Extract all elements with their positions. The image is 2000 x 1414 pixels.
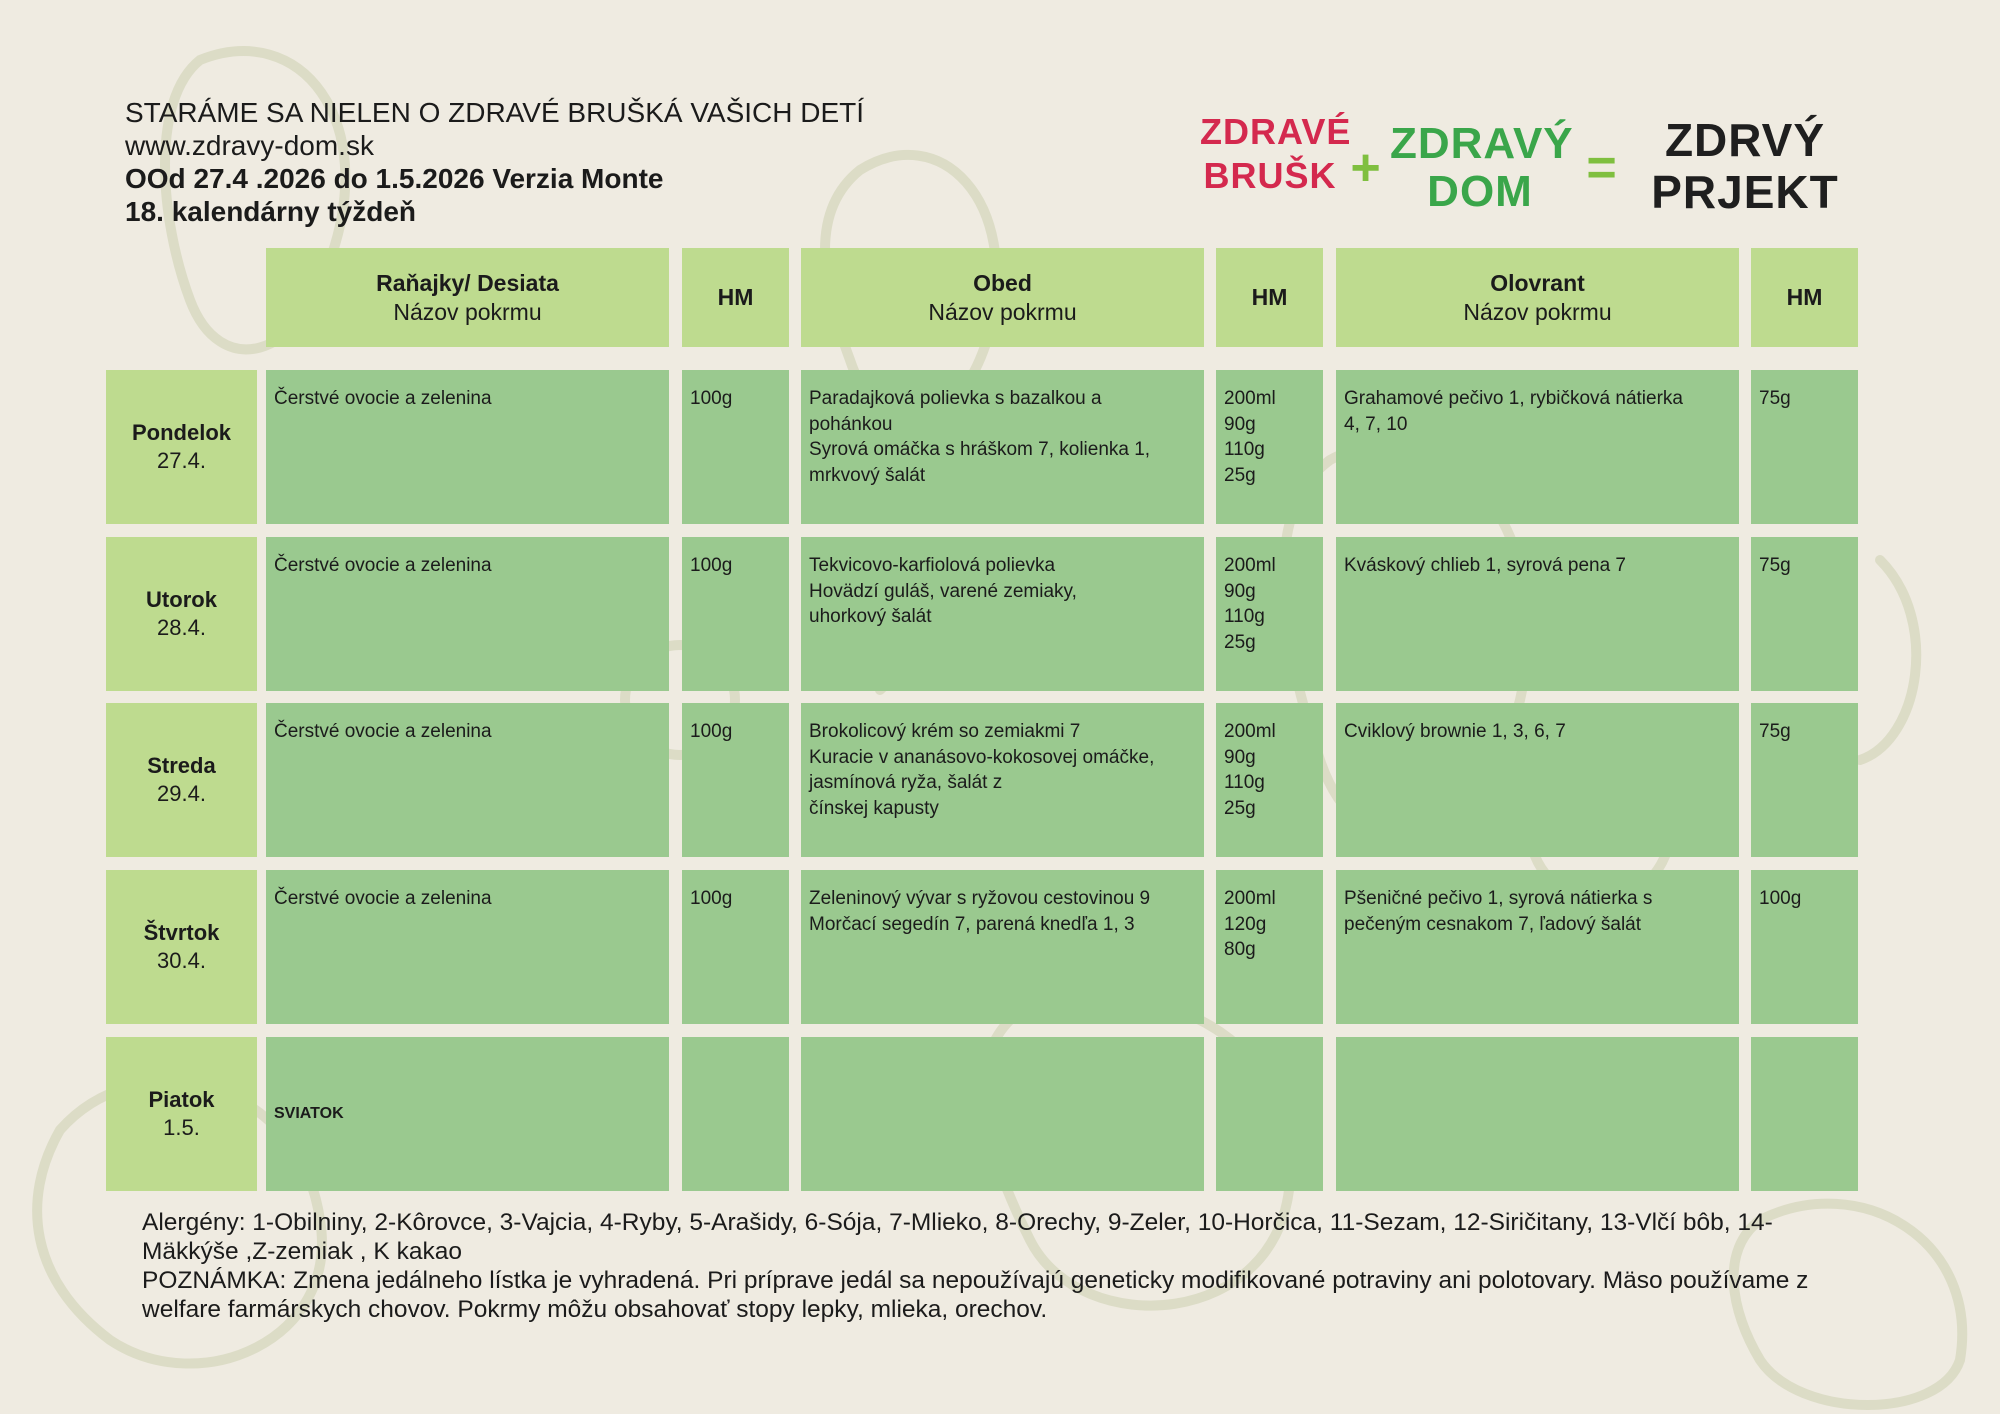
menu-cell-lunch: Zeleninový vývar s ryžovou cestovinou 9 Morčací segedín 7, parená knedľa 1, 3 [801, 870, 1204, 1024]
column-header-title: HM [1786, 284, 1823, 310]
column-header-snack [1336, 248, 1739, 347]
menu-cell-snack: Grahamové pečivo 1, rybičková nátierka 4, 7, 10 [1336, 370, 1739, 524]
brand-logos [1200, 92, 1860, 242]
zdravy-projekt-logo-line1: ZDRVÝ [1664, 114, 1826, 166]
day-date: 28.4. [157, 615, 206, 640]
menu-cell-snack: Kváskový chlieb 1, syrová pena 7 [1336, 537, 1739, 691]
column-header-subtitle: Názov pokrmu [393, 298, 542, 325]
day-label [106, 370, 257, 524]
day-date: 27.4. [157, 448, 206, 473]
column-header-title: Olovrant [1490, 269, 1585, 296]
menu-cell-breakfast: SVIATOK [266, 1037, 669, 1191]
menu-cell-breakfast-hm: 100g [682, 703, 789, 857]
day-name: Piatok [148, 1087, 215, 1112]
menu-cell-snack-hm [1751, 1037, 1858, 1191]
menu-cell-snack-hm: 100g [1751, 870, 1858, 1024]
menu-cell-breakfast-hm: 100g [682, 537, 789, 691]
menu-cell-lunch [801, 1037, 1204, 1191]
zdrave-brusko-logo-line2: BRUŠK [1203, 155, 1337, 196]
menu-cell-breakfast-hm: 100g [682, 870, 789, 1024]
menu-cell-snack [1336, 1037, 1739, 1191]
column-header-subtitle: Názov pokrmu [1463, 298, 1612, 325]
menu-cell-lunch: Tekvicovo-karfiolová polievka Hovädzí guláš, varené zemiaky, uhorkový šalát [801, 537, 1204, 691]
menu-cell-breakfast: Čerstvé ovocie a zelenina [266, 537, 669, 691]
day-name: Pondelok [131, 420, 231, 445]
header-website[interactable]: www.zdravy-dom.sk [125, 130, 374, 161]
menu-cell-breakfast: Čerstvé ovocie a zelenina [266, 370, 669, 524]
menu-cell-lunch: Brokolicový krém so zemiakmi 7 Kuracie v ananásovo-kokosovej omáčke, jasmínová ryža, šalát z čínskej kapusty [801, 703, 1204, 857]
column-header-snack-hm [1751, 248, 1858, 347]
menu-cell-lunch-hm [1216, 1037, 1323, 1191]
equals-sign: = [1586, 139, 1618, 197]
column-header-lunch [801, 248, 1204, 347]
menu-cell-lunch-hm: 200ml 120g 80g [1216, 870, 1323, 1024]
day-label [106, 870, 257, 1024]
day-name: Utorok [146, 587, 217, 612]
plus-sign: + [1350, 139, 1382, 197]
column-header-title: Raňajky/ Desiata [376, 269, 559, 296]
day-label [106, 1037, 257, 1191]
day-date: 30.4. [157, 948, 206, 973]
menu-cell-lunch-hm: 200ml 90g 110g 25g [1216, 537, 1323, 691]
zdravy-dom-logo-line2: DOM [1427, 167, 1533, 216]
header-tagline: STARÁME SA NIELEN O ZDRAVÉ BRUŠKÁ VAŠICH DETÍ [125, 97, 865, 128]
menu-cell-snack: Cviklový brownie 1, 3, 6, 7 [1336, 703, 1739, 857]
footer [142, 1208, 1862, 1324]
menu-cell-snack-hm: 75g [1751, 370, 1858, 524]
zdravy-projekt-logo-line2: PRJEKT [1651, 166, 1839, 218]
day-date: 1.5. [163, 1115, 200, 1140]
day-label [106, 703, 257, 857]
column-header-lunch-hm [1216, 248, 1323, 347]
menu-cell-snack-hm: 75g [1751, 537, 1858, 691]
menu-cell-breakfast: Čerstvé ovocie a zelenina [266, 870, 669, 1024]
day-name: Štvrtok [143, 920, 220, 945]
menu-cell-breakfast-hm: 100g [682, 370, 789, 524]
menu-cell-breakfast: Čerstvé ovocie a zelenina [266, 703, 669, 857]
column-header-title: HM [1251, 284, 1288, 310]
day-date: 29.4. [157, 781, 206, 806]
header-date-range: OOd 27.4 .2026 do 1.5.2026 Verzia Monte [125, 163, 664, 194]
column-header-breakfast-hm [682, 248, 789, 347]
column-header-subtitle: Názov pokrmu [928, 298, 1077, 325]
column-header-title: HM [717, 284, 754, 310]
day-name: Streda [147, 753, 216, 778]
page-header [125, 96, 864, 228]
menu-cell-lunch-hm: 200ml 90g 110g 25g [1216, 703, 1323, 857]
menu-cell-breakfast-hm [682, 1037, 789, 1191]
zdravy-dom-logo [1390, 119, 1574, 216]
menu-cell-snack-hm: 75g [1751, 703, 1858, 857]
day-label [106, 537, 257, 691]
menu-cell-snack: Pšeničné pečivo 1, syrová nátierka s pečeným cesnakom 7, ľadový šalát [1336, 870, 1739, 1024]
menu-note: POZNÁMKA: Zmena jedálneho lístka je vyhradená. Pri príprave jedál sa nepoužívajú geneticky modifikované potraviny ani polotovary. Mäso používame z welfare farmárskych chovov. Pokrmy môžu obsahovať stopy lepky, mlieka, orechov. [142, 1267, 1809, 1323]
menu-cell-lunch-hm: 200ml 90g 110g 25g [1216, 370, 1323, 524]
zdrave-brusko-logo-line1: ZDRAVÉ [1200, 111, 1352, 152]
allergens-legend: Alergény: 1-Obilniny, 2-Kôrovce, 3-Vajcia, 4-Ryby, 5-Arašidy, 6-Sója, 7-Mlieko, 8-Orechy, 9-Zeler, 10-Horčica, 11-Sezam, 12-Siričitany, 13-Vlčí bôb, 14-Mäkkýše ,Z-zemiak , K kakao [142, 1209, 1773, 1265]
zdravy-projekt-logo [1630, 114, 1860, 218]
menu-cell-lunch: Paradajková polievka s bazalkou a pohánkou Syrová omáčka s hráškom 7, kolienka 1, mrkvový šalát [801, 370, 1204, 524]
column-header-title: Obed [973, 269, 1032, 296]
zdrave-brusko-logo [1200, 110, 1352, 198]
header-week: 18. kalendárny týždeň [125, 196, 417, 227]
zdravy-dom-logo-line1: ZDRAVÝ [1390, 119, 1574, 168]
column-header-breakfast [266, 248, 669, 347]
